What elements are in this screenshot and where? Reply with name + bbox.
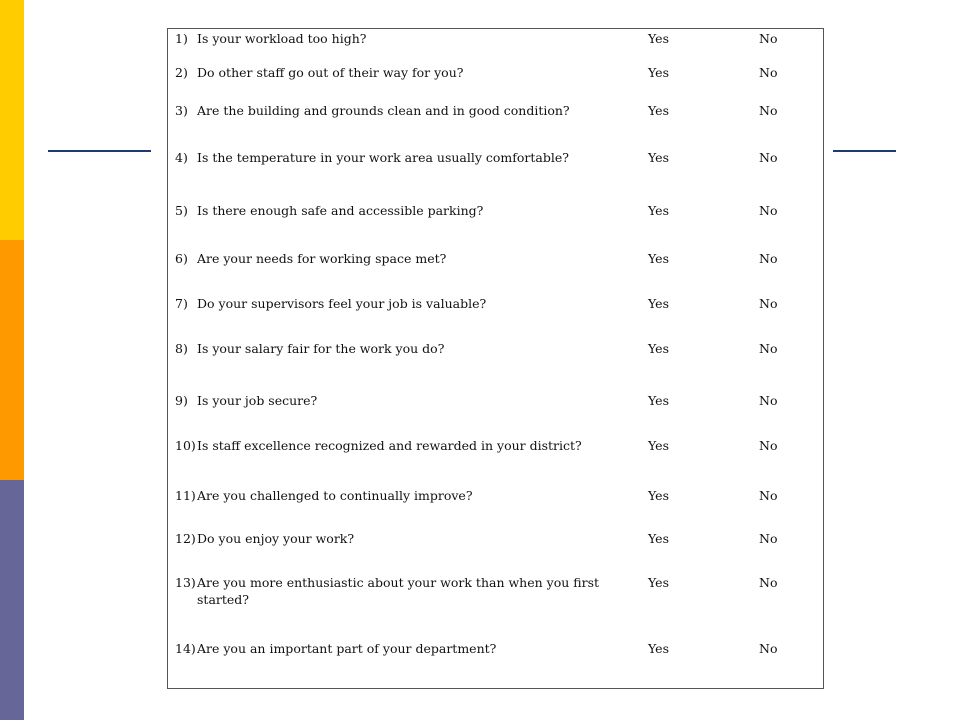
title-rule-left — [48, 150, 151, 152]
question-text: Is there enough safe and accessible parking? — [197, 203, 484, 218]
question-text: Is your job secure? — [197, 393, 318, 408]
no-option[interactable]: No — [759, 641, 778, 656]
question-number: 2) — [175, 65, 188, 80]
accent-bar-purple — [0, 480, 24, 720]
yes-option[interactable]: Yes — [648, 31, 669, 46]
question-text: Are you challenged to continually improve? — [197, 488, 473, 503]
question-number: 6) — [175, 251, 188, 266]
yes-option[interactable]: Yes — [648, 103, 669, 118]
yes-option[interactable]: Yes — [648, 393, 669, 408]
no-option[interactable]: No — [759, 438, 778, 453]
question-text: Do your supervisors feel your job is valuable? — [197, 296, 487, 311]
no-option[interactable]: No — [759, 103, 778, 118]
yes-option[interactable]: Yes — [648, 65, 669, 80]
question-number: 3) — [175, 103, 188, 118]
question-number: 10) — [175, 438, 196, 453]
question-number: 12) — [175, 531, 196, 546]
survey-questionnaire — [167, 28, 824, 689]
question-text: Is your salary fair for the work you do? — [197, 341, 445, 356]
accent-bar-orange — [0, 240, 24, 480]
no-option[interactable]: No — [759, 393, 778, 408]
question-number: 11) — [175, 488, 196, 503]
question-number: 14) — [175, 641, 196, 656]
no-option[interactable]: No — [759, 203, 778, 218]
no-option[interactable]: No — [759, 31, 778, 46]
yes-option[interactable]: Yes — [648, 251, 669, 266]
no-option[interactable]: No — [759, 251, 778, 266]
yes-option[interactable]: Yes — [648, 203, 669, 218]
yes-option[interactable]: Yes — [648, 341, 669, 356]
title-rule-right — [833, 150, 896, 152]
question-text: Do other staff go out of their way for you? — [197, 65, 464, 80]
question-number: 4) — [175, 150, 188, 165]
yes-option[interactable]: Yes — [648, 488, 669, 503]
question-text: Are you an important part of your department? — [197, 641, 497, 656]
question-number: 5) — [175, 203, 188, 218]
question-text: Is staff excellence recognized and rewarded in your district? — [197, 438, 582, 453]
question-number: 7) — [175, 296, 188, 311]
no-option[interactable]: No — [759, 531, 778, 546]
accent-bar-yellow — [0, 0, 24, 240]
question-number: 1) — [175, 31, 188, 46]
no-option[interactable]: No — [759, 296, 778, 311]
question-text: Is your workload too high? — [197, 31, 367, 46]
yes-option[interactable]: Yes — [648, 641, 669, 656]
question-text: Do you enjoy your work? — [197, 531, 355, 546]
yes-option[interactable]: Yes — [648, 531, 669, 546]
question-number: 8) — [175, 341, 188, 356]
question-number: 9) — [175, 393, 188, 408]
question-text: Are you more enthusiastic about your work than when you first started? — [197, 575, 600, 607]
no-option[interactable]: No — [759, 575, 778, 590]
no-option[interactable]: No — [759, 150, 778, 165]
no-option[interactable]: No — [759, 341, 778, 356]
yes-option[interactable]: Yes — [648, 438, 669, 453]
yes-option[interactable]: Yes — [648, 150, 669, 165]
question-text: Are the building and grounds clean and in good condition? — [197, 103, 570, 118]
question-text: Are your needs for working space met? — [197, 251, 447, 266]
yes-option[interactable]: Yes — [648, 296, 669, 311]
yes-option[interactable]: Yes — [648, 575, 669, 590]
no-option[interactable]: No — [759, 65, 778, 80]
question-number: 13) — [175, 575, 196, 590]
question-text: Is the temperature in your work area usually comfortable? — [197, 150, 569, 165]
no-option[interactable]: No — [759, 488, 778, 503]
